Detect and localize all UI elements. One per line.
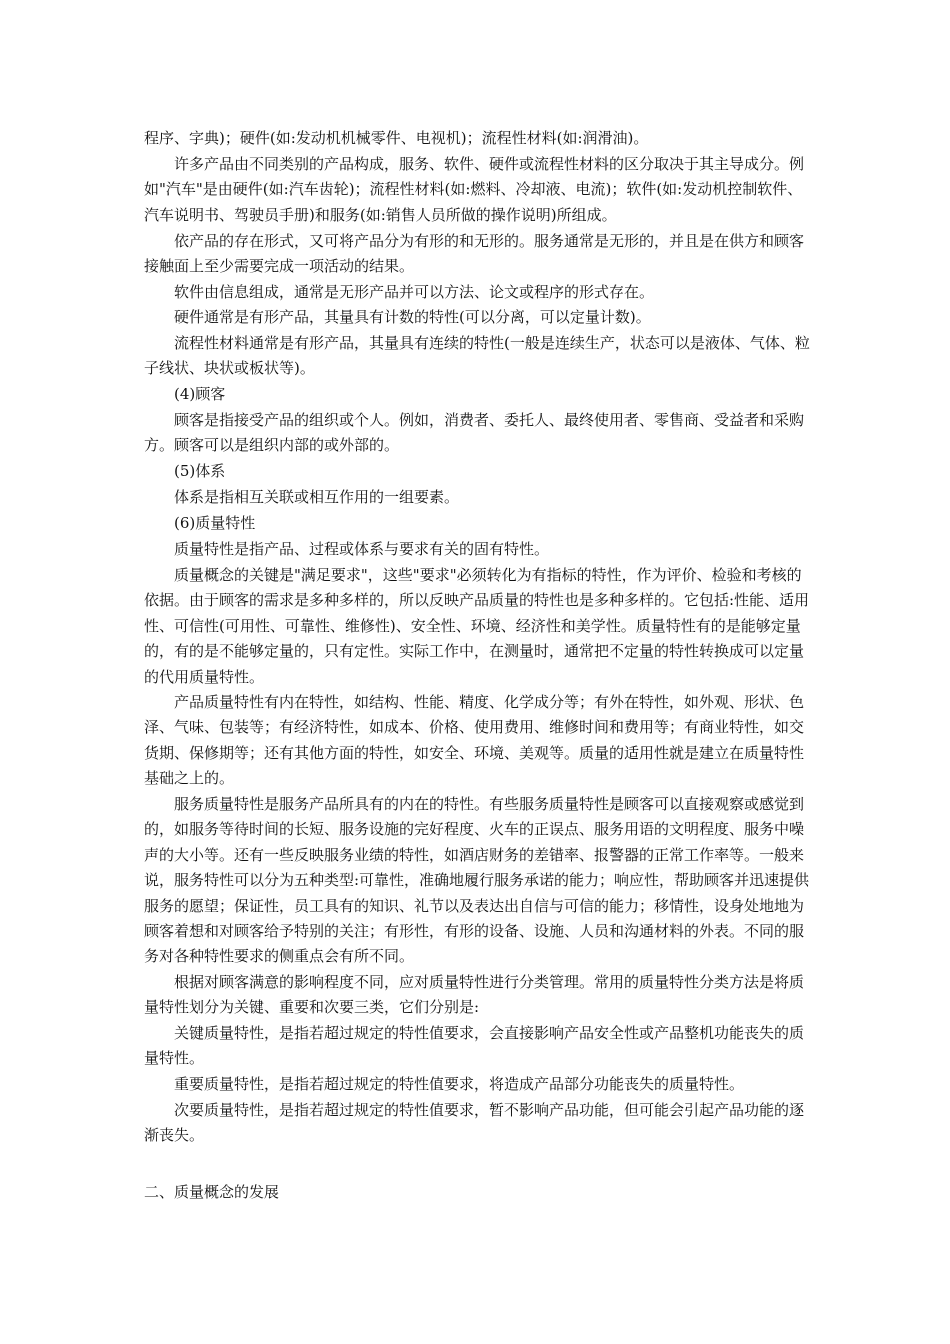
subheading-quality-characteristics: (6)质量特性 <box>174 514 256 532</box>
paragraph-customer: 顾客是指接受产品的组织或个人。例如，消费者、委托人、最终使用者、零售商、受益者和采购方。顾客可以是组织内部的或外部的。 <box>144 411 805 455</box>
paragraph-classification: 根据对顾客满意的影响程度不同，应对质量特性进行分类管理。常用的质量特性分类方法是将质量特性划分为关键、重要和次要三类，它们分别是: <box>144 973 805 1017</box>
paragraph-minor-characteristics: 次要质量特性，是指若超过规定的特性值要求，暂不影响产品功能，但可能会引起产品功能的逐渐丧失。 <box>144 1101 805 1145</box>
paragraph-key-characteristics: 关键质量特性，是指若超过规定的特性值要求，会直接影响产品安全性或产品整机功能丧失的质量特性。 <box>144 1024 805 1068</box>
paragraph-processed-materials: 流程性材料通常是有形产品，其量具有连续的特性(一般是连续生产，状态可以是液体、气体、粒子线状、块状或板状等)。 <box>144 334 810 378</box>
paragraph-quality-characteristics-definition: 质量特性是指产品、过程或体系与要求有关的固有特性。 <box>174 540 550 558</box>
subheading-system: (5)体系 <box>174 462 226 480</box>
section-heading: 二、质量概念的发展 <box>144 1183 280 1201</box>
paragraph-important-characteristics: 重要质量特性，是指若超过规定的特性值要求，将造成产品部分功能丧失的质量特性。 <box>174 1075 745 1093</box>
paragraph-service-quality-characteristics: 服务质量特性是服务产品所具有的内在的特性。有些服务质量特性是顾客可以直接观察或感觉到的，如服务等待时间的长短、服务设施的完好程度、火车的正误点、服务用语的文明程度、服务中噪声的大小等。还有一些反映服务业绩的特性，如酒店财务的差错率、报警器的正常工作率等。一般来说，服务特性可以分为五种类型:可靠性，准确地履行服务承诺的能力；响应性，帮助顾客并迅速提供服务的愿望；保证性，员工具有的知识、礼节以及表达出自信与可信的能力；移情性，设身处地地为顾客着想和对顾客给予特别的关注；有形性，有形的设备、设施、人员和沟通材料的外表。不同的服务对各种特性要求的侧重点会有所不同。 <box>144 795 810 966</box>
subheading-customer: (4)顾客 <box>174 385 226 403</box>
paragraph-continuation: 程序、字典)；硬件(如:发动机机械零件、电视机)；流程性材料(如:润滑油)。 <box>144 129 649 147</box>
paragraph-product-categories: 许多产品由不同类别的产品构成，服务、软件、硬件或流程性材料的区分取决于其主导成分。例如"汽车"是由硬件(如:汽车齿轮)；流程性材料(如:燃料、冷却液、电流)；软件(如:发动机控制软件、汽车说明书、驾驶员手册)和服务(如:销售人员所做的操作说明)所组成。 <box>144 155 805 224</box>
paragraph-quality-concept-key: 质量概念的关键是"满足要求"，这些"要求"必须转化为有指标的特性，作为评价、检验和考核的依据。由于顾客的需求是多种多样的，所以反映产品质量的特性也是多种多样的。它包括:性能、适用性、可信性(可用性、可靠性、维修性)、安全性、环境、经济性和美学性。质量特性有的是能够定量的，有的是不能够定量的，只有定性。实际工作中，在测量时，通常把不定量的特性转换成可以定量的代用质量特性。 <box>144 566 810 686</box>
paragraph-product-quality-characteristics: 产品质量特性有内在特性，如结构、性能、精度、化学成分等；有外在特性，如外观、形状、色泽、气味、包装等；有经济特性，如成本、价格、使用费用、维修时间和费用等；有商业特性，如交货期、保修期等；还有其他方面的特性，如安全、环境、美观等。质量的适用性就是建立在质量特性基础之上的。 <box>144 693 805 788</box>
paragraph-software: 软件由信息组成，通常是无形产品并可以方法、论文或程序的形式存在。 <box>174 283 655 301</box>
paragraph-product-forms: 依产品的存在形式，又可将产品分为有形的和无形的。服务通常是无形的，并且是在供方和顾客接触面上至少需要完成一项活动的结果。 <box>144 232 805 276</box>
paragraph-system: 体系是指相互关联或相互作用的一组要素。 <box>174 488 460 506</box>
paragraph-hardware: 硬件通常是有形产品，其量具有计数的特性(可以分离，可以定量计数)。 <box>174 308 651 326</box>
